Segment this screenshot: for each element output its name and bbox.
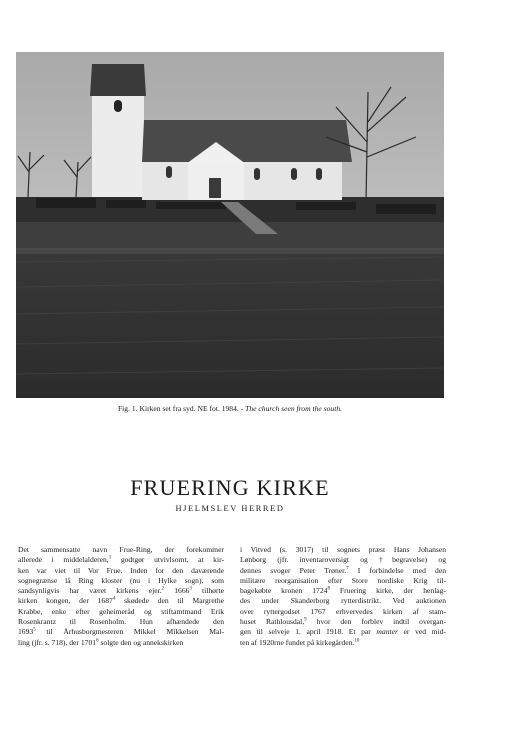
- text-line: [240, 627, 446, 637]
- text-segment: godtgør utvivlsomt, at kir-: [111, 555, 224, 565]
- text-segment: til Århusborgmesteren Mikkel Mikkelsen Mal-: [35, 627, 224, 637]
- footnote-ref: 6: [96, 638, 99, 644]
- text-segment: ken var viet til Vor Frue. Inden for den daværende: [18, 565, 224, 575]
- footnote-ref: 2: [161, 586, 165, 592]
- text-line: [18, 627, 224, 637]
- text-segment: gen til selveje 1. april 1918. Et par: [240, 627, 377, 637]
- text-segment: solgte den og annekskirken: [98, 637, 184, 647]
- text-segment: Rosenkrantz til Rosenholm. Hun afhændede den: [18, 617, 224, 627]
- text-segment: Fruering kirke, der henlag-: [329, 586, 446, 596]
- text-line: [18, 545, 224, 555]
- footnote-ref: 9: [304, 617, 307, 623]
- text-line: [18, 555, 224, 565]
- page-subtitle: HJELMSLEV HERRED: [175, 504, 285, 513]
- text-line: [18, 617, 224, 627]
- text-segment: i Vitved (s. 3017) til sognets præst Hans Johansen: [240, 545, 446, 554]
- text-line: [240, 555, 446, 565]
- footnote-ref: 4: [112, 596, 116, 602]
- text-segment: militære reorganisation efter Store nordiske Krig til-: [240, 575, 446, 585]
- text-line: [240, 576, 446, 586]
- footnote-ref: 10: [354, 638, 360, 644]
- text-line: [240, 566, 446, 576]
- figure-caption: [16, 404, 444, 414]
- footnote-ref: 1: [108, 555, 112, 561]
- text-segment: Krabbe, enke efter geheimeråd og stiftamtmand Erik: [18, 606, 224, 616]
- text-segment: allerede i middelalderen,: [18, 555, 109, 565]
- italic-term: manter: [376, 627, 398, 637]
- text-segment: Det sammensatte navn Frue-Ring, der forekommer: [18, 545, 224, 554]
- text-line: [18, 566, 224, 576]
- text-segment: I forbindelse med den: [348, 565, 446, 575]
- text-segment: bagekøbte kronen 1724: [240, 586, 328, 596]
- text-line: [240, 586, 446, 596]
- church-photo: [16, 52, 444, 398]
- page-title: FRUERING KIRKE: [130, 475, 330, 500]
- footnote-ref: 3: [189, 586, 192, 592]
- text-segment: ten af 1920rne fundet på kirkegården.: [240, 637, 355, 647]
- text-segment: ling (jfr. s. 718), der 1701: [18, 637, 97, 647]
- footnote-ref: 5: [33, 627, 36, 633]
- text-segment: sandsynligvis har været kirkens ejer.: [18, 586, 162, 596]
- text-segment: des under Skanderborg rytterdistrikt. Ved auktionen: [240, 596, 446, 606]
- footnote-ref: 7: [346, 566, 349, 572]
- caption-danish: Fig. 1. Kirken set fra syd. NE fot. 1984. -: [117, 404, 246, 413]
- text-line: [240, 607, 446, 617]
- text-line: [240, 596, 446, 606]
- text-line: [240, 638, 446, 648]
- text-segment: tilhørte: [191, 586, 224, 596]
- text-segment: Lønborg (jfr. inventaroversigt og †begravelse) og: [240, 555, 446, 565]
- text-segment: skødede den til Margrethe: [115, 596, 224, 606]
- text-segment: sognegrænse lå Ring kloster (nu i Hylke sogn), som: [18, 575, 224, 585]
- footnote-ref: 8: [327, 586, 330, 592]
- text-segment: kirken kongen, der 1687: [18, 596, 113, 606]
- text-segment: huset Rathlousdal,: [240, 617, 305, 627]
- text-line: [18, 576, 224, 586]
- text-line: [18, 596, 224, 606]
- text-segment: dennes svoger Peter Trøner.: [240, 565, 347, 575]
- body-column-right: [240, 545, 446, 648]
- text-line: [18, 586, 224, 596]
- caption-english: The church seen from the south.: [245, 404, 343, 413]
- text-line: [240, 617, 446, 627]
- text-segment: hvor den forblev indtil overgan-: [306, 617, 446, 627]
- text-segment: 1666: [164, 586, 190, 596]
- text-segment: over ryttergodset 1767 erhvervedes kirken af stam-: [240, 606, 446, 616]
- body-column-left: [18, 545, 224, 648]
- text-line: [18, 638, 224, 648]
- text-segment: 1693: [18, 627, 34, 637]
- text-line: [18, 607, 224, 617]
- text-line: [240, 545, 446, 555]
- text-segment: er ved mid-: [397, 627, 446, 637]
